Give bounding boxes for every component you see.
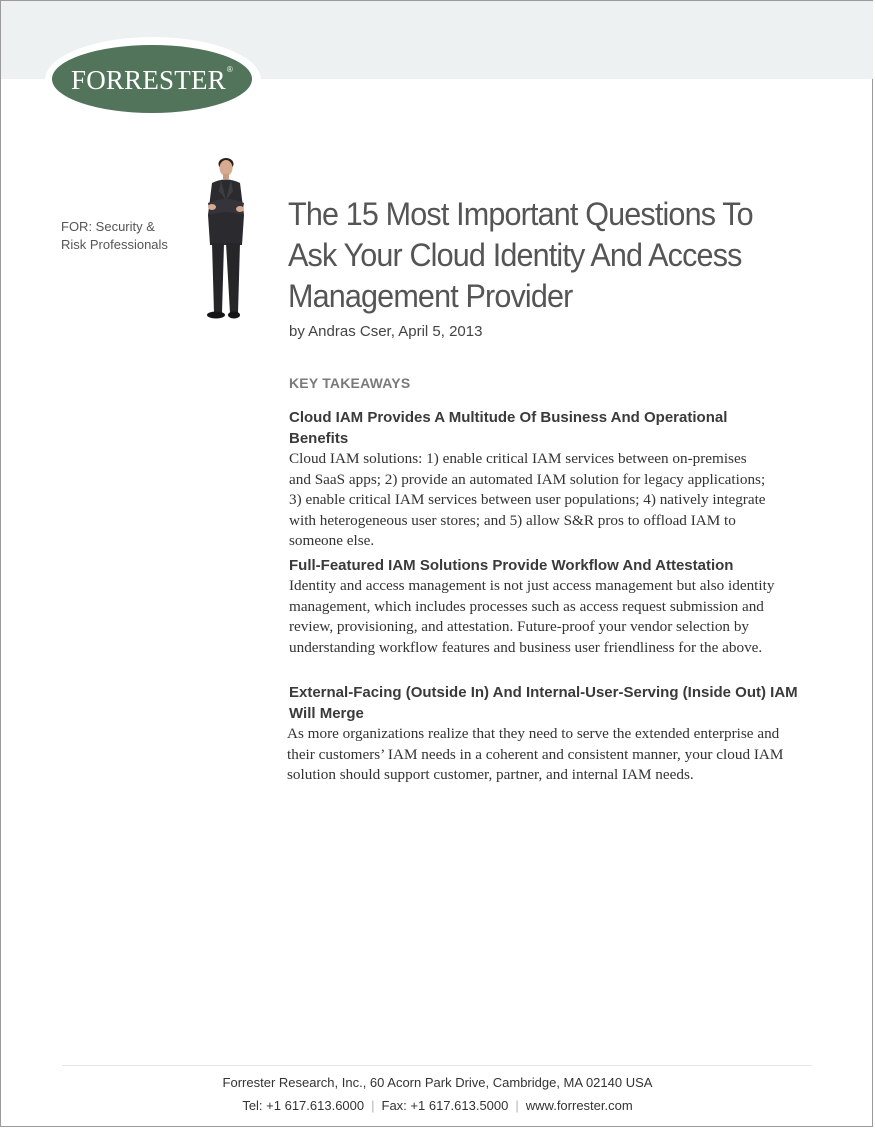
report-title xyxy=(288,194,796,317)
takeaway-body: Cloud IAM solutions: 1) enable critical IAM services between on-premises and SaaS apps; 2) provide an automated IAM solution for legacy applications; 3) enable critical IAM services between user populations; 4) natively integrate with heterogeneous user stores; and 5) allow S&R pros to offload IAM to someone else. xyxy=(289,450,766,549)
byline: by Andras Cser, April 5, 2013 xyxy=(289,323,483,340)
takeaway-section-2 xyxy=(289,555,809,658)
footer-separator: | xyxy=(371,1098,375,1113)
footer-address: Forrester Research, Inc., 60 Acorn Park Drive, Cambridge, MA 02140 USA xyxy=(222,1075,653,1090)
title-line-2: Ask Your Cloud Identity And Access xyxy=(288,237,742,273)
key-takeaways-heading: KEY TAKEAWAYS xyxy=(289,375,411,391)
audience-line-2: Risk Professionals xyxy=(61,237,168,252)
takeaway-heading: Cloud IAM Provides A Multitude Of Business And Operational Benefits xyxy=(289,409,728,447)
takeaway-heading: Full-Featured IAM Solutions Provide Workflow And Attestation xyxy=(289,557,734,574)
takeaway-heading: External-Facing (Outside In) And Internal-User-Serving (Inside Out) IAM Will Merge xyxy=(289,684,798,722)
footer-tel: Tel: +1 617.613.6000 xyxy=(242,1098,365,1113)
footer-separator: | xyxy=(515,1098,519,1113)
footer-divider xyxy=(62,1065,812,1066)
footer-website-link[interactable]: www.forrester.com xyxy=(525,1098,633,1113)
audience-label xyxy=(61,218,201,254)
takeaway-body: As more organizations realize that they need to serve the extended enterprise and their customers’ IAM needs in a coherent and consistent manner, your cloud IAM solution should support customer, partner, and internal IAM needs. xyxy=(287,725,784,783)
audience-line-1: FOR: Security & xyxy=(61,219,155,234)
businessman-illustration xyxy=(190,155,254,321)
footer-fax: Fax: +1 617.613.5000 xyxy=(381,1098,509,1113)
takeaway-body: Identity and access management is not just access management but also identity management, which includes processes such as access request submission and review, provisioning, and attestation. Future-proof your vendor selection by understanding workflow features and business user friendliness for the above. xyxy=(289,577,775,656)
takeaway-section-1 xyxy=(289,407,769,552)
title-line-3: Management Provider xyxy=(288,278,573,314)
title-line-1: The 15 Most Important Questions To xyxy=(288,196,753,232)
forrester-logo[interactable] xyxy=(52,45,252,113)
logo-text: FORRESTER® xyxy=(71,64,233,95)
footer-contact xyxy=(0,1098,875,1113)
takeaway-section-3 xyxy=(289,682,809,786)
